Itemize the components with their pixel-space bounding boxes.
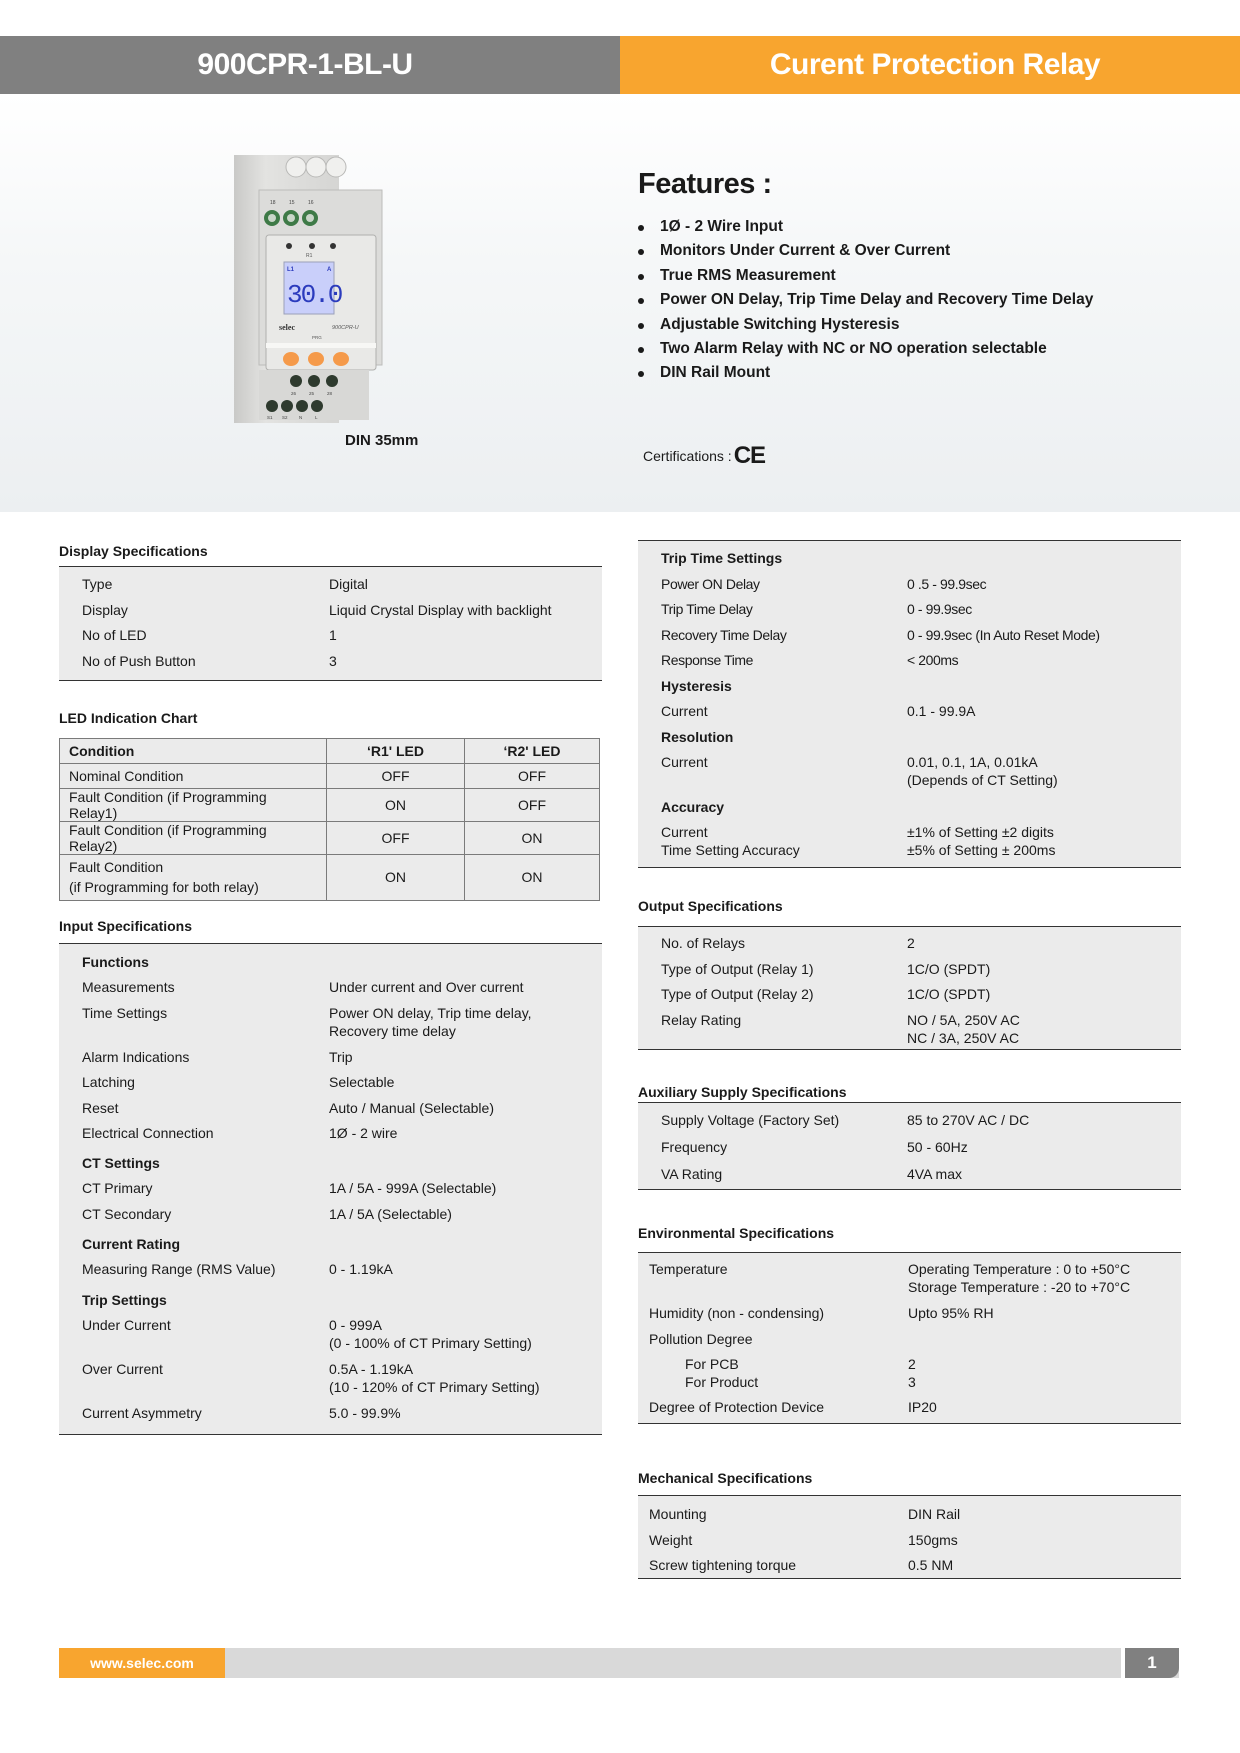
display-specs-table <box>59 566 602 681</box>
group-heading <box>638 798 1181 823</box>
spec-row <box>59 1124 602 1154</box>
spec-row <box>638 1373 1181 1398</box>
led-chart-title: LED Indication Chart <box>59 710 198 726</box>
spec-key: No. of Relays <box>661 935 746 951</box>
certifications <box>643 442 765 470</box>
condition-cell: Nominal Condition <box>60 764 327 789</box>
spec-value: ±5% of Setting ± 200ms <box>907 841 1056 858</box>
push-button <box>283 352 299 366</box>
spec-value: Auto / Manual (Selectable) <box>329 1099 494 1116</box>
spec-row <box>638 753 1181 798</box>
spec-value: Power ON delay, Trip time delay, Recovery time delay <box>329 1004 532 1039</box>
spec-row <box>638 1011 1181 1047</box>
spec-row <box>638 985 1181 1011</box>
spec-row <box>638 651 1181 677</box>
spec-key: Supply Voltage (Factory Set) <box>661 1112 840 1128</box>
current-rating-heading: Current Rating <box>82 1235 180 1252</box>
spec-row <box>638 1138 1181 1165</box>
spec-key: Current <box>661 703 708 719</box>
spec-row <box>59 627 602 653</box>
spec-key: Power ON Delay <box>661 575 760 592</box>
spec-value: 0 - 1.19kA <box>329 1260 393 1277</box>
group-heading <box>59 1154 602 1179</box>
spec-key: Current <box>661 823 708 840</box>
spec-row <box>59 576 602 602</box>
spec-row <box>59 1099 602 1125</box>
bottom-terminal-label: N <box>299 415 303 420</box>
r2-cell: ON <box>465 821 600 854</box>
product-image <box>234 155 384 423</box>
r2-led-header: ‘R2' LED <box>465 739 600 764</box>
spec-key: Reset <box>82 1099 119 1116</box>
feature-item: Power ON Delay, Trip Time Delay and Recovery Time Delay <box>638 288 1093 312</box>
bottom-terminal-label: S1 <box>267 415 273 420</box>
feature-item: Two Alarm Relay with NC or NO operation selectable <box>638 337 1093 361</box>
spec-row <box>638 626 1181 652</box>
mid-terminal-label: 28 <box>327 391 333 396</box>
r1-cell: ON <box>327 854 465 900</box>
functions-heading: Functions <box>82 954 149 970</box>
input-specs-table <box>59 943 602 1435</box>
spec-row <box>59 1205 602 1235</box>
r1-cell: ON <box>327 788 465 821</box>
spec-value: Upto 95% RH <box>908 1305 994 1321</box>
device-model-print: 900CPR-U <box>332 325 359 331</box>
din-size-label: DIN 35mm <box>345 432 419 449</box>
spec-value: 5.0 - 99.9% <box>329 1404 401 1421</box>
spec-key: Weight <box>649 1531 693 1548</box>
header-bar <box>0 36 1240 94</box>
spec-row <box>638 1531 1181 1557</box>
spec-row <box>638 1165 1181 1187</box>
spec-row <box>59 1360 602 1404</box>
spec-value: 2 <box>908 1356 916 1372</box>
spec-value: 1A / 5A (Selectable) <box>329 1205 452 1222</box>
spec-key: For PCB <box>685 1356 739 1372</box>
spec-value: IP20 <box>908 1399 937 1415</box>
certifications-label: Certifications : <box>643 448 732 464</box>
feature-item: Monitors Under Current & Over Current <box>638 239 1093 263</box>
spec-value: 0.5 NM <box>908 1557 954 1573</box>
spec-key: CT Secondary <box>82 1205 172 1222</box>
spec-key: Trip Time Delay <box>661 601 753 617</box>
spec-value: ±1% of Setting ±2 digits <box>907 823 1054 840</box>
top-terminal-label: 18 <box>270 200 276 206</box>
spec-value: 3 <box>908 1374 916 1390</box>
spec-row <box>638 1111 1181 1138</box>
spec-key: Over Current <box>82 1360 163 1377</box>
table-row <box>60 821 600 854</box>
group-heading <box>59 953 602 978</box>
spec-row <box>59 1260 602 1291</box>
condition-cell: Fault Condition (if Programming for both relay) <box>60 854 327 900</box>
spec-key: Recovery Time Delay <box>661 626 787 643</box>
features-section <box>638 168 1093 386</box>
group-heading <box>638 728 1181 753</box>
screw-terminal <box>308 375 320 387</box>
prg-label: PRG <box>312 335 322 340</box>
ce-mark-icon: CE <box>733 442 766 469</box>
mid-terminal-label: 26 <box>291 391 297 396</box>
spec-row <box>638 702 1181 728</box>
spec-key: Screw tightening torque <box>649 1557 797 1573</box>
aux-specs-table <box>638 1102 1181 1190</box>
spec-row <box>638 1505 1181 1531</box>
feature-item: Adjustable Switching Hysteresis <box>638 313 1093 337</box>
brand-logo: selec <box>279 323 295 332</box>
spec-key: Under Current <box>82 1316 171 1333</box>
model-number: 900CPR-1-BL-U <box>0 36 620 94</box>
r1-cell: OFF <box>327 764 465 789</box>
spec-value: DIN Rail <box>908 1506 961 1522</box>
lcd-unit: A <box>327 267 332 273</box>
trip-time-heading: Trip Time Settings <box>661 550 783 566</box>
spec-key: Temperature <box>649 1261 728 1277</box>
spec-value: Selectable <box>329 1074 395 1090</box>
spec-row <box>59 1048 602 1074</box>
footer-bar <box>59 1648 1179 1678</box>
r1-led-header: ‘R1' LED <box>327 739 465 764</box>
r2-cell: OFF <box>465 764 600 789</box>
spec-key: Measurements <box>82 979 175 995</box>
spec-key: Time Settings <box>82 1004 168 1021</box>
spec-value: 1C/O (SPDT) <box>907 960 991 977</box>
spec-key: Degree of Protection Device <box>649 1399 825 1415</box>
lcd-phase: L1 <box>287 267 295 273</box>
spec-row <box>638 1355 1181 1373</box>
spec-row <box>59 602 602 628</box>
spec-key: Type <box>82 576 113 592</box>
table-row <box>60 854 600 900</box>
spec-key: Humidity (non - condensing) <box>649 1305 825 1321</box>
spec-value: 3 <box>329 652 337 669</box>
spec-value: 0 - 99.9sec (In Auto Reset Mode) <box>907 626 1100 643</box>
spec-row <box>638 600 1181 626</box>
mech-specs-table <box>638 1495 1181 1579</box>
spec-value: 0.1 - 99.9A <box>907 703 976 719</box>
top-terminal-label: 16 <box>308 200 314 206</box>
group-heading <box>59 1235 602 1260</box>
ct-settings-heading: CT Settings <box>82 1155 160 1171</box>
condition-cell: Fault Condition (if Programming Relay2) <box>60 821 327 854</box>
spec-row <box>59 978 602 1004</box>
spec-key: Alarm Indications <box>82 1048 190 1065</box>
resolution-heading: Resolution <box>661 728 734 745</box>
spec-key: CT Primary <box>82 1180 153 1196</box>
lcd-reading: 30.0 <box>287 280 342 310</box>
spec-row <box>638 1330 1181 1356</box>
spec-row <box>638 1304 1181 1330</box>
spec-key: Display <box>82 601 128 618</box>
screw-terminal <box>266 400 278 412</box>
spec-row <box>638 575 1181 601</box>
spec-key: Current <box>661 753 708 770</box>
trip-time-table <box>638 540 1181 868</box>
spec-key: Latching <box>82 1074 135 1090</box>
group-heading <box>638 677 1181 703</box>
spec-key: Type of Output (Relay 1) <box>661 960 814 977</box>
condition-cell: Fault Condition (if Programming Relay1) <box>60 788 327 821</box>
spec-value: 0.5A - 1.19kA (10 - 120% of CT Primary Setting) <box>329 1360 540 1395</box>
spec-value: 0.01, 0.1, 1A, 0.01kA (Depends of CT Setting) <box>907 753 1058 788</box>
hysteresis-heading: Hysteresis <box>661 677 732 694</box>
table-row <box>60 788 600 821</box>
spec-key: No of LED <box>82 627 147 643</box>
spec-key: Mounting <box>649 1506 707 1522</box>
group-heading <box>638 549 1181 575</box>
spec-value: Liquid Crystal Display with backlight <box>329 601 552 618</box>
push-button <box>308 352 324 366</box>
spec-row <box>638 1260 1181 1304</box>
output-specs-title: Output Specifications <box>638 898 783 914</box>
product-title: Curent Protection Relay <box>620 36 1240 94</box>
screw-terminal <box>296 400 308 412</box>
env-specs-table <box>638 1252 1181 1424</box>
led-indicator <box>286 243 292 249</box>
accuracy-heading: Accuracy <box>661 798 725 815</box>
spec-key: Type of Output (Relay 2) <box>661 986 814 1002</box>
r1-cell: OFF <box>327 821 465 854</box>
spec-value: 0 - 999A (0 - 100% of CT Primary Setting) <box>329 1316 532 1351</box>
spec-row <box>638 823 1181 841</box>
spec-value: < 200ms <box>907 652 959 668</box>
led-indicator <box>330 243 336 249</box>
led-indicator <box>309 243 315 249</box>
spec-row <box>59 1073 602 1099</box>
spec-row <box>638 934 1181 960</box>
spec-row <box>59 1404 602 1426</box>
spec-value: 1A / 5A - 999A (Selectable) <box>329 1180 497 1196</box>
page-number: 1 <box>1125 1648 1179 1678</box>
screw-terminal <box>290 375 302 387</box>
screw-terminal <box>281 400 293 412</box>
led-table-header <box>60 739 600 764</box>
spec-key: No of Push Button <box>82 652 196 669</box>
features-list <box>638 215 1093 386</box>
mech-specs-title: Mechanical Specifications <box>638 1470 813 1486</box>
feature-item: 1Ø - 2 Wire Input <box>638 215 1093 239</box>
display-specs-title: Display Specifications <box>59 543 208 559</box>
spec-row <box>638 1556 1181 1576</box>
spec-key: For Product <box>685 1374 759 1390</box>
aux-specs-title: Auxiliary Supply Specifications <box>638 1084 847 1100</box>
spec-value: 2 <box>907 935 915 951</box>
spec-key: Response Time <box>661 652 754 668</box>
top-terminal-label: 15 <box>289 200 295 206</box>
spec-value: 150gms <box>908 1531 958 1548</box>
spec-key: Electrical Connection <box>82 1125 214 1141</box>
spec-value: Digital <box>329 576 368 592</box>
push-button <box>333 352 349 366</box>
spec-key: VA Rating <box>661 1166 723 1182</box>
spec-key: Current Asymmetry <box>82 1404 202 1421</box>
website-link[interactable]: www.selec.com <box>59 1648 225 1678</box>
spec-row <box>59 653 602 673</box>
screw-terminal <box>326 375 338 387</box>
spec-row <box>59 1316 602 1360</box>
bottom-terminal-label: S2 <box>282 415 288 420</box>
spec-key: Measuring Range (RMS Value) <box>82 1260 276 1277</box>
bottom-terminal-label: L <box>315 415 318 420</box>
spec-key: Relay Rating <box>661 1011 742 1028</box>
spec-value: 1C/O (SPDT) <box>907 986 991 1002</box>
spec-key: Pollution Degree <box>649 1330 753 1347</box>
spec-value: Trip <box>329 1048 353 1065</box>
features-heading: Features : <box>638 168 772 200</box>
spec-row <box>59 1004 602 1048</box>
r2-cell: ON <box>465 854 600 900</box>
mid-terminal-label: 25 <box>309 391 315 396</box>
input-specs-title: Input Specifications <box>59 918 193 934</box>
feature-item: True RMS Measurement <box>638 264 1093 288</box>
spec-row <box>638 1398 1181 1418</box>
trip-settings-heading: Trip Settings <box>82 1291 167 1308</box>
output-specs-table <box>638 926 1181 1050</box>
r2-cell: OFF <box>465 788 600 821</box>
spec-row <box>59 1179 602 1205</box>
table-row <box>60 764 600 789</box>
screw-terminal <box>311 400 323 412</box>
feature-item: DIN Rail Mount <box>638 361 1093 385</box>
group-heading <box>59 1291 602 1316</box>
led-indication-table <box>59 738 600 901</box>
spec-value: 85 to 270V AC / DC <box>907 1112 1030 1128</box>
spec-value: 50 - 60Hz <box>907 1139 968 1155</box>
led-label: R1 <box>306 253 313 259</box>
env-specs-title: Environmental Specifications <box>638 1225 835 1241</box>
spec-value: 0 - 99.9sec <box>907 601 972 617</box>
spec-value: Operating Temperature : 0 to +50°C Storage Temperature : -20 to +70°C <box>908 1261 1131 1295</box>
spec-value: 1Ø - 2 wire <box>329 1125 398 1141</box>
spec-value: NO / 5A, 250V AC NC / 3A, 250V AC <box>907 1011 1020 1046</box>
spec-value: 1 <box>329 627 337 643</box>
spec-row <box>638 841 1181 859</box>
spec-row <box>638 960 1181 986</box>
spec-value: 0 .5 - 99.9sec <box>907 575 987 592</box>
spec-key: Frequency <box>661 1139 728 1155</box>
spec-key: Time Setting Accuracy <box>661 841 800 858</box>
spec-value: 4VA max <box>907 1166 962 1182</box>
condition-header: Condition <box>60 739 327 764</box>
spec-value: Under current and Over current <box>329 979 524 995</box>
